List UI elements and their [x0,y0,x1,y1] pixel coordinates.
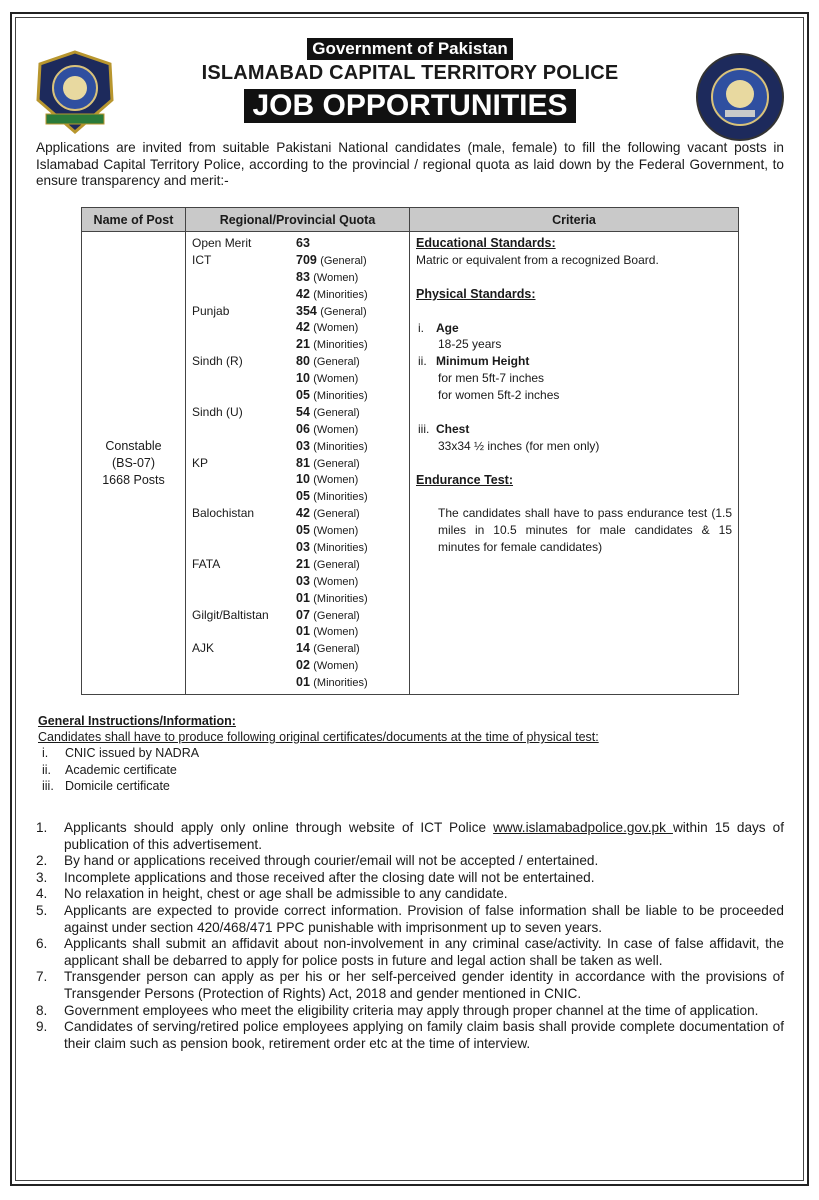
quota-value [296,404,360,421]
criteria-cell [410,232,739,695]
quota-value [296,353,360,370]
document-item-text: Domicile certificate [65,779,170,793]
quota-region [192,471,296,488]
criteria-chest-value: 33x34 ½ inches (for men only) [438,438,600,453]
quota-category: (General) [313,457,360,470]
criteria-height-men: for men 5ft-7 inches [438,371,545,386]
quota-number: 54 [296,404,310,419]
quota-value [296,471,358,488]
quota-value [296,235,310,252]
rule-text-main: By hand or applications received through courier/email will not be accepted / entertained. [64,853,599,869]
documents-list [38,745,778,795]
quota-number: 02 [296,658,310,673]
quota-row [192,421,409,438]
quota-region [192,370,296,387]
quota-value [296,674,368,691]
rule-text-main: No relaxation in height, chest or age shall be admissible to any candidate. [64,886,508,902]
criteria-chest-label: Chest [436,421,470,436]
quota-row [192,370,409,387]
quota-row [192,319,409,336]
quota-region: KP [192,455,209,470]
quota-category: (Women) [313,271,359,284]
quota-value [296,252,367,269]
quota-row [192,607,409,624]
quota-number: 01 [296,624,310,639]
quota-value [296,286,368,303]
quota-row [192,573,409,590]
quota-region: Balochistan [192,506,255,521]
quota-value [296,438,368,455]
document-item [38,778,778,795]
quota-value [296,623,358,640]
quota-value [296,387,368,404]
quota-value [296,556,360,573]
document-item [38,745,778,762]
rule-item [36,1003,784,1020]
quota-category: (General) [313,406,360,419]
quota-number: 42 [296,320,310,335]
quota-region [192,438,296,455]
rule-number: 4. [36,886,48,902]
quota-number: 14 [296,641,310,656]
quota-category: (Women) [313,373,359,386]
rule-text-main: Government employees who meet the eligibility criteria may apply through proper channel at the time of application. [64,1002,759,1018]
rule-item [36,936,784,969]
quota-region [192,522,296,539]
rule-text [64,936,784,969]
quota-number: 354 [296,303,317,318]
quota-number: 80 [296,354,310,369]
rule-number: 3. [36,869,48,885]
rule-text-main: Applicants should apply only online through website of ICT Police [64,820,494,835]
quota-category: (General) [313,508,360,521]
quota-region [192,674,296,691]
quota-region [192,286,296,303]
headquarters-division-seal-icon [695,52,785,142]
rule-text-main: Incomplete applications and those received after the closing date will not be entertained. [64,869,595,885]
criteria-height-number: ii. [418,354,427,369]
criteria-height-women: for women 5ft-2 inches [438,388,560,403]
quota-number: 07 [296,607,310,622]
quota-row [192,522,409,539]
quota-value [296,421,358,438]
criteria-age [416,320,734,337]
post-cell [82,232,186,695]
rule-text-main: Applicants are expected to provide correct information. Provision of false information shall be liable to be proceeded against under section 420/468/471 PPC punishable with imprisonment up to seven years. [64,902,784,935]
quota-row [192,471,409,488]
header-name-of-post: Name of Post [82,208,186,232]
quota-row [192,252,409,269]
quota-category: (General) [313,643,360,656]
quota-category: (Minorities) [313,491,368,504]
quota-number: 709 [296,252,317,267]
quota-category: (Women) [313,423,359,436]
educational-standards-heading: Educational Standards: [416,236,556,250]
rule-text [64,886,784,903]
quota-region [192,573,296,590]
document-header [200,38,620,123]
quota-row [192,505,409,522]
general-instructions [38,713,778,795]
document-item-number: i. [42,746,49,760]
police-badge-icon [30,48,120,138]
vacancy-table [81,207,739,695]
quota-number: 05 [296,489,310,504]
quota-number: 63 [296,236,310,250]
rule-number: 8. [36,1002,48,1018]
quota-region: Sindh (U) [192,404,243,419]
quota-region [192,657,296,674]
quota-list [192,235,409,691]
quota-row [192,488,409,505]
rule-item [36,820,784,853]
quota-value [296,370,358,387]
quota-row [192,353,409,370]
quota-category: (General) [320,254,367,267]
document-item-text: Academic certificate [65,762,177,777]
rule-item [36,1019,784,1052]
quota-value [296,539,368,556]
rule-item [36,886,784,903]
post-scale: (BS-07) [111,455,156,470]
document-item-number: iii. [42,779,54,793]
quota-number: 10 [296,371,310,386]
rule-text-tail: within 15 days of publication of this advertisement. [64,820,784,852]
quota-value [296,488,368,505]
educational-standards-text: Matric or equivalent from a recognized Board. [416,252,659,267]
quota-row [192,269,409,286]
quota-row [192,640,409,657]
quota-region: Sindh (R) [192,354,243,369]
rule-text-main: Applicants shall submit an affidavit about non-involvement in any criminal case/activity. In case of false affidavit, the applicant shall be debarred to apply for police posts in future and legal action shall be taken as well. [64,936,784,968]
quota-region [192,623,296,640]
criteria-age-number: i. [418,320,424,335]
quota-value [296,657,358,674]
quota-number: 21 [296,337,310,352]
rule-number: 6. [36,936,48,952]
rule-number: 1. [36,820,48,835]
quota-region [192,539,296,556]
quota-category: (General) [313,609,360,622]
quota-category: (Women) [313,525,359,538]
document-item-text: CNIC issued by NADRA [65,746,200,760]
quota-value [296,573,358,590]
endurance-test-heading: Endurance Test: [416,472,514,487]
quota-region [192,488,296,505]
rule-text [64,853,784,870]
general-instructions-subtitle: Candidates shall have to produce following original certificates/documents at the time of physical test: [38,730,599,744]
quota-value [296,522,358,539]
quota-category: (Minorities) [313,339,368,352]
quota-region [192,319,296,336]
criteria-chest-number: iii. [418,421,430,436]
general-instructions-title: General Instructions/Information: [38,714,236,728]
quota-number: 01 [296,590,310,605]
quota-row [192,286,409,303]
quota-category: (Minorities) [313,390,368,403]
quota-row [192,438,409,455]
criteria-height-label: Minimum Height [436,354,530,369]
quota-value [296,607,360,624]
rule-text [64,969,784,1002]
quota-region: Gilgit/Baltistan [192,607,269,622]
quota-category: (Minorities) [313,592,368,605]
quota-row [192,455,409,472]
post-count: 1668 Posts [102,472,165,487]
rule-number: 2. [36,853,48,869]
quota-number: 05 [296,388,310,403]
rule-text-main: Candidates of serving/retired police employees applying on family claim basis shall provide complete documentation of their claim such as pension book, retirement order etc at the time of interview. [64,1019,784,1051]
quota-region [192,590,296,607]
quota-value [296,303,367,320]
quota-value [296,455,360,472]
rule-number: 9. [36,1019,48,1035]
government-title: Government of Pakistan [307,38,513,60]
quota-value [296,336,368,353]
quota-number: 06 [296,421,310,436]
rule-text [64,820,784,853]
quota-category: (Women) [313,474,359,487]
rule-number: 7. [36,969,48,985]
criteria-chest [416,421,734,438]
criteria-age-value: 18-25 years [438,337,502,352]
department-title: ISLAMABAD CAPITAL TERRITORY POLICE [201,62,619,84]
endurance-test-text: The candidates shall have to pass endurance test (1.5 miles in 10.5 minutes for male candidates & 15 minutes for female candidates) [438,506,732,555]
quota-category: (Minorities) [313,677,368,690]
quota-cell [186,232,410,695]
criteria-age-label: Age [436,320,459,335]
quota-row [192,235,409,252]
quota-category: (Women) [313,575,359,588]
rules-list [36,820,784,1052]
quota-category: (Minorities) [313,542,368,555]
criteria-height [416,353,734,370]
quota-value [296,590,368,607]
quota-row [192,657,409,674]
quota-row [192,404,409,421]
quota-category: (Women) [313,660,359,673]
rule-text [64,1019,784,1052]
rule-text [64,903,784,936]
website-link[interactable]: www.islamabadpolice.gov.pk [493,820,673,835]
quota-value [296,269,358,286]
post-name: Constable [105,438,162,453]
quota-row [192,674,409,691]
quota-category: (Minorities) [313,288,368,301]
quota-number: 10 [296,472,310,487]
quota-region: FATA [192,556,221,571]
quota-number: 42 [296,506,310,521]
quota-region: Open Merit [192,236,252,250]
quota-number: 42 [296,286,310,301]
job-opportunities-title: JOB OPPORTUNITIES [244,89,575,123]
intro-paragraph: Applications are invited from suitable Pakistani National candidates (male, female) to fill the following vacant posts in Islamabad Capital Territory Police, according to the provincial / regional quota as laid down by the Federal Government, to ensure transparency and merit:- [36,140,784,188]
rule-item [36,903,784,936]
header-criteria: Criteria [410,208,739,232]
quota-region [192,387,296,404]
rule-item [36,870,784,887]
quota-number: 83 [296,269,310,284]
quota-number: 81 [296,455,310,470]
rule-number: 5. [36,902,48,918]
rule-text-main: Transgender person can apply as per his or her self-perceived gender identity in accordance with the provisions of Transgender Persons (Protection of Rights) Act, 2018 and gender mentioned in CNIC. [64,969,784,1001]
rule-text [64,870,784,887]
quota-region: Punjab [192,303,230,318]
quota-category: (General) [313,558,360,571]
quota-category: (General) [313,356,360,369]
document-item [38,762,778,779]
quota-region: AJK [192,641,215,656]
rule-text [64,1003,784,1020]
quota-number: 03 [296,540,310,555]
quota-value [296,319,358,336]
quota-number: 05 [296,523,310,538]
quota-row [192,556,409,573]
quota-category: (Minorities) [313,440,368,453]
quota-category: (Women) [313,626,359,639]
quota-number: 21 [296,556,310,571]
quota-row [192,623,409,640]
quota-value [296,505,360,522]
quota-region [192,421,296,438]
quota-value [296,640,360,657]
quota-number: 03 [296,438,310,453]
quota-row [192,303,409,320]
quota-row [192,336,409,353]
header-quota: Regional/Provincial Quota [186,208,410,232]
quota-number: 01 [296,675,310,690]
rule-item [36,969,784,1002]
quota-row [192,387,409,404]
quota-row [192,590,409,607]
quota-category: (General) [320,305,367,318]
quota-number: 03 [296,573,310,588]
quota-region [192,269,296,286]
quota-category: (Women) [313,322,359,335]
rule-item [36,853,784,870]
quota-region [192,336,296,353]
physical-standards-heading: Physical Standards: [416,286,536,301]
document-item-number: ii. [42,762,52,777]
quota-region: ICT [192,252,212,267]
quota-row [192,539,409,556]
